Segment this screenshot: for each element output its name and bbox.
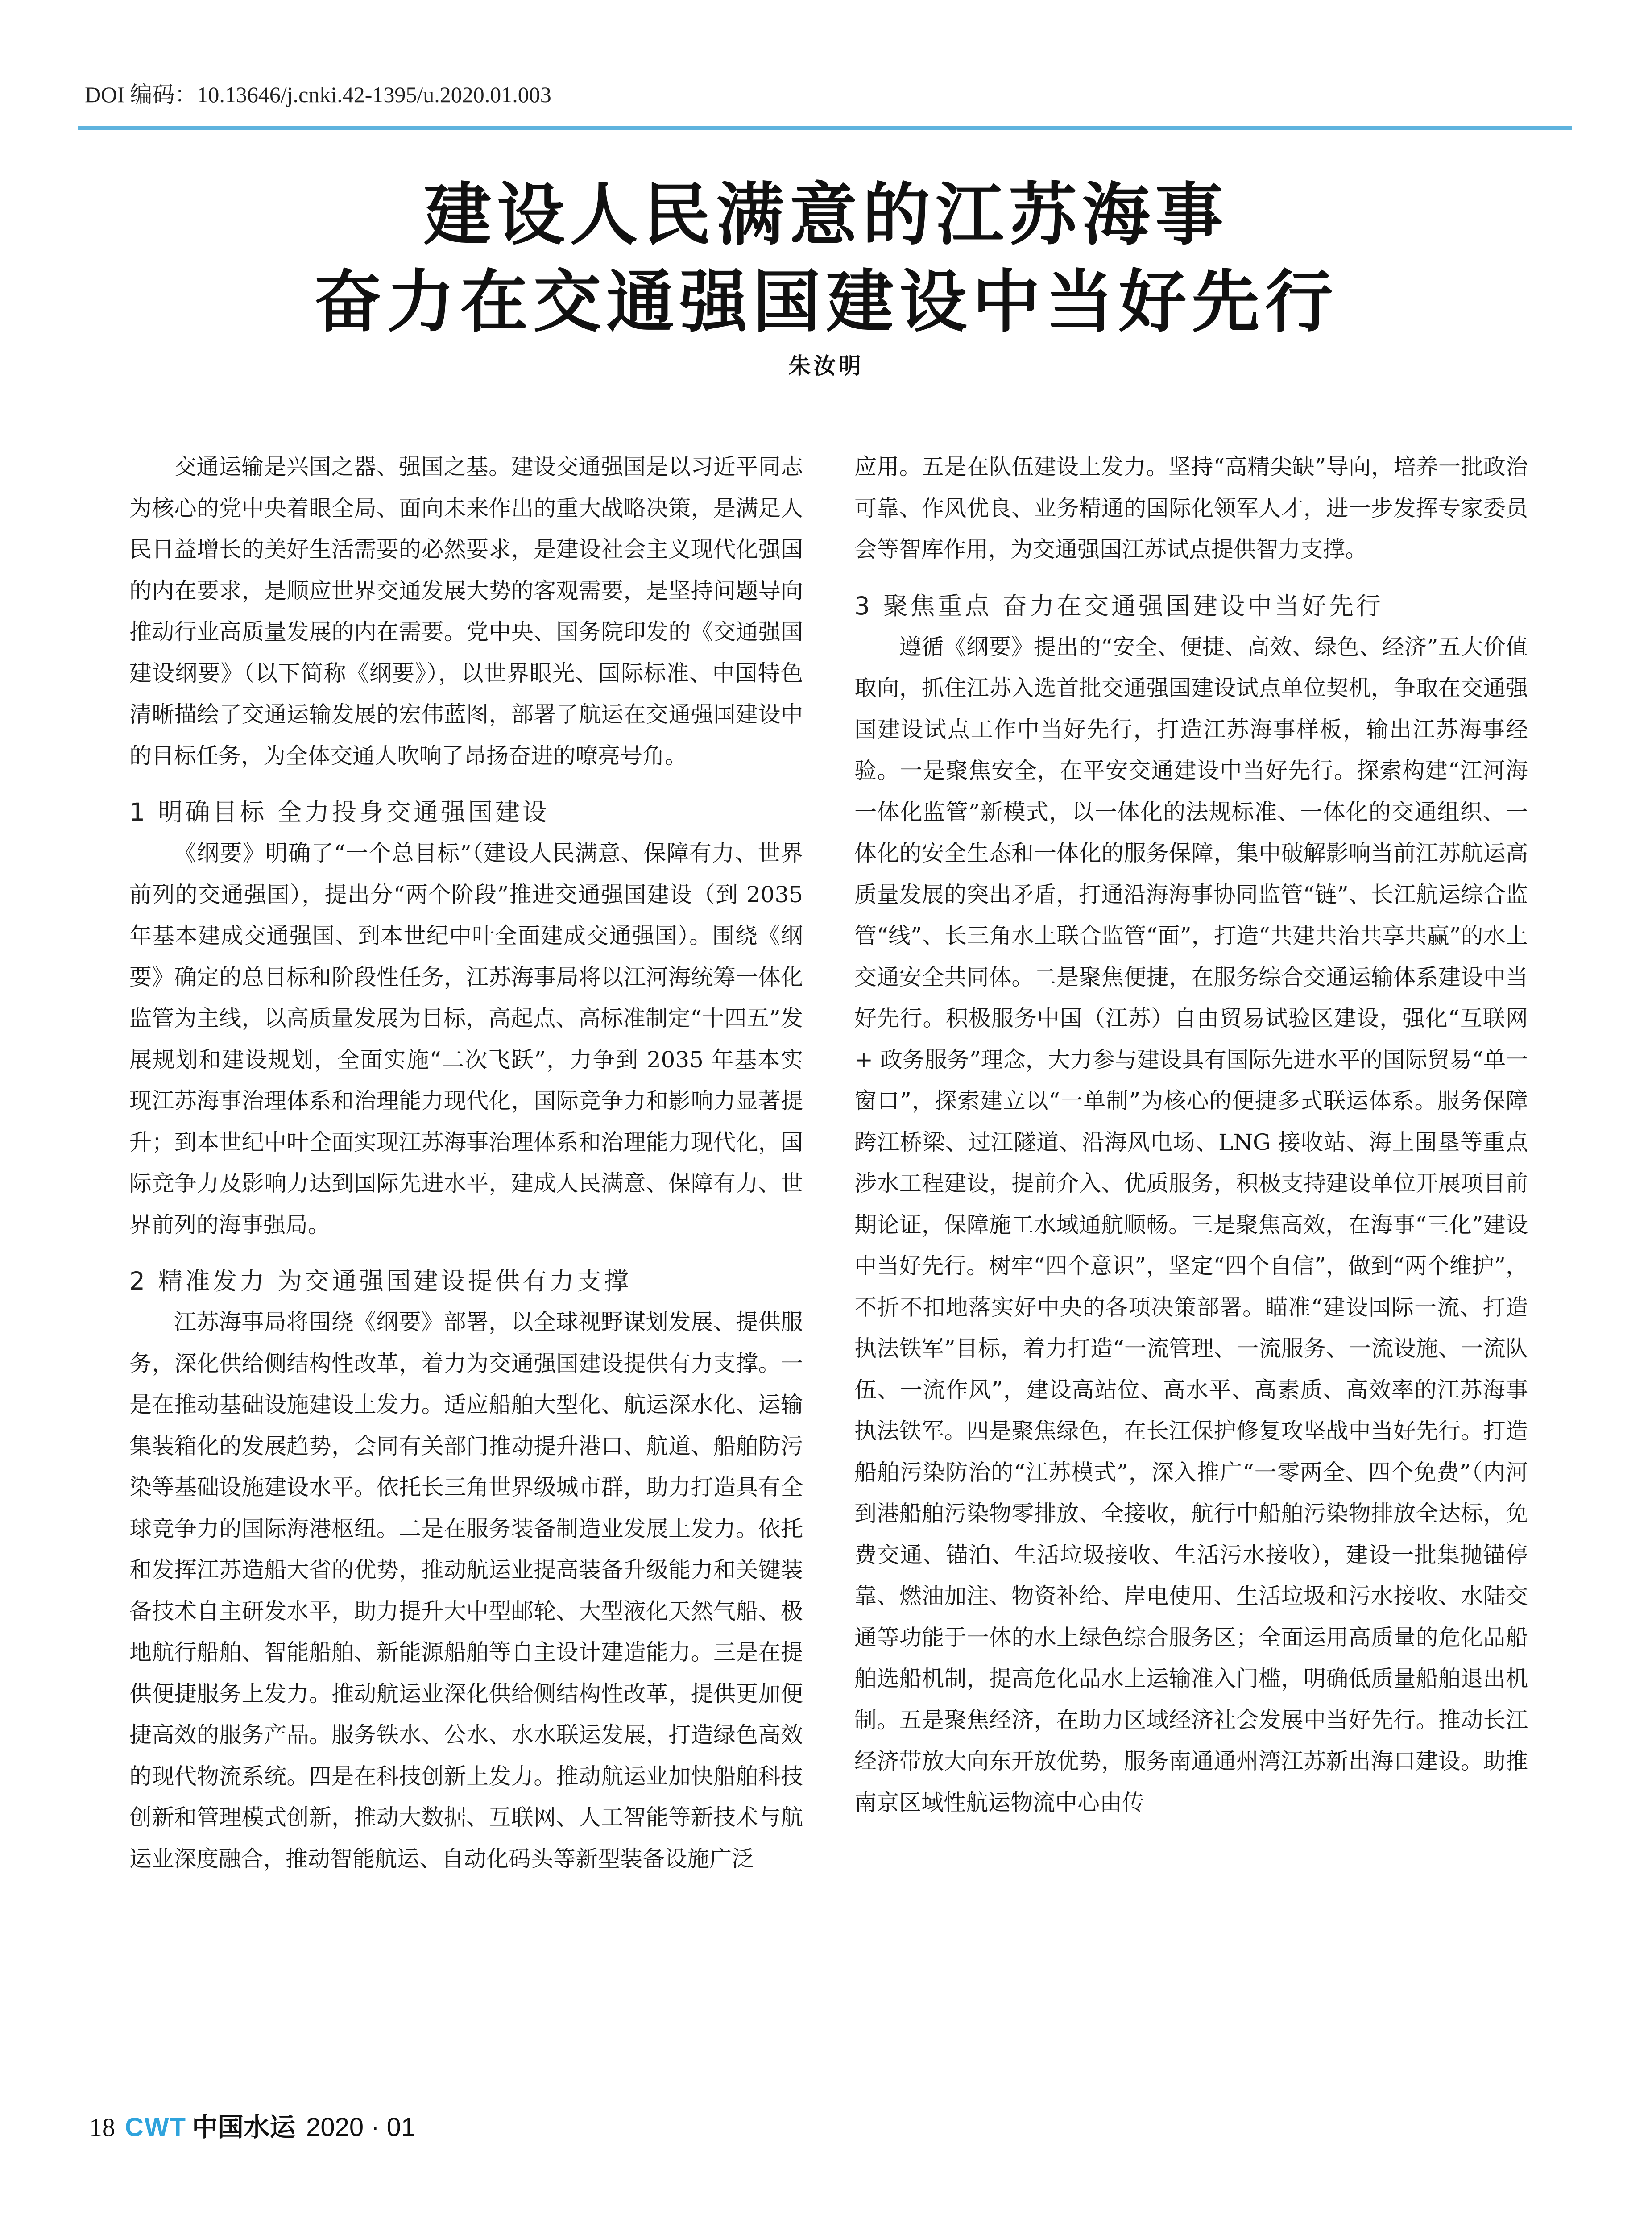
page-footer — [89, 2106, 415, 2144]
section1-heading: 1 明确目标 全力投身交通强国建设 — [129, 798, 550, 826]
page-number: 18 — [89, 2113, 115, 2142]
section2-paragraph: 江苏海事局将围绕《纲要》部署，以全球视野谋划发展、提供服务，深化供给侧结构性改革，着力为交通强国建设提供有力支撑。一是在推动基础设施建设上发力。适应船舶大型化、航运深水化、运输集装箱化的发展趋势，会同有关部门推动提升港口、航道、船舶防污染等基础设施建设水平。依托长三角世界级城市群，助力打造具有全球竞争力的国际海港枢纽。二是在服务装备制造业发展上发力。依托和发挥江苏造船大省的优势，推动航运业提高装备升级能力和关键装备技术自主研发水平，助力提升大中型邮轮、大型液化天然气船、极地航行船舶、智能船舶、新能源船舶等自主设计建造能力。三是在提供便捷服务上发力。推动航运业深化供给侧结构性改革，提供更加便捷高效的服务产品。服务铁水、公水、水水联运发展，打造绿色高效的现代物流系统。四是在科技创新上发力。推动航运业加快船舶科技创新和管理模式创新，推动大数据、互联网、人工智能等新技术与航运业深度融合，推动智能航运、自动化码头等新型装备设施广泛 — [129, 1309, 803, 1872]
section2-heading: 2 精准发力 为交通强国建设提供有力支撑 — [129, 1267, 631, 1295]
intro-paragraph: 交通运输是兴国之器、强国之基。建设交通强国是以习近平同志为核心的党中央着眼全局、面向未来作出的重大战略决策，是满足人民日益增长的美好生活需要的必然要求，是建设社会主义现代化强国的内在要求，是顺应世界交通发展大势的客观需要，是坚持问题导向推动行业高质量发展的内在需要。党中央、国务院印发的《交通强国建设纲要》（以下简称《纲要》），以世界眼光、国际标准、中国特色清晰描绘了交通运输发展的宏伟蓝图，部署了航运在交通强国建设中的目标任务，为全体交通人吹响了昂扬奋进的嘹亮号角。 — [129, 454, 803, 769]
section3-heading: 3 聚焦重点 奋力在交通强国建设中当好先行 — [854, 591, 1383, 620]
section3-paragraph: 遵循《纲要》提出的“安全、便捷、高效、绿色、经济”五大价值取向，抓住江苏入选首批交通强国建设试点单位契机，争取在交通强国建设试点工作中当好先行，打造江苏海事样板，输出江苏海事经验。一是聚焦安全，在平安交通建设中当好先行。探索构建“江河海一体化监管”新模式，以一体化的法规标准、一体化的交通组织、一体化的安全生态和一体化的服务保障，集中破解影响当前江苏航运高质量发展的突出矛盾，打通沿海海事协同监管“链”、长江航运综合监管“线”、长三角水上联合监管“面”，打造“共建共治共享共赢”的水上交通安全共同体。二是聚焦便捷，在服务综合交通运输体系建设中当好先行。积极服务中国（江苏）自由贸易试验区建设，强化“互联网 + 政务服务”理念，大力参与建设具有国际先进水平的国际贸易“单一窗口”，探索建立以“一单制”为核心的便捷多式联运体系。服务保障跨江桥梁、过江隧道、沿海风电场、LNG 接收站、海上围垦等重点涉水工程建设，提前介入、优质服务，积极支持建设单位开展项目前期论证，保障施工水域通航顺畅。三是聚焦高效，在海事“三化”建设中当好先行。树牢“四个意识”，坚定“四个自信”，做到“两个维护”，不折不扣地落实好中央的各项决策部署。瞄准“建设国际一流、打造执法铁军”目标，着力打造“一流管理、一流服务、一流设施、一流队伍、一流作风”，建设高站位、高水平、高素质、高效率的江苏海事执法铁军。四是聚焦绿色，在长江保护修复攻坚战中当好先行。打造船舶污染防治的“江苏模式”，深入推广“一零两全、四个免费”（内河到港船舶污染物零排放、全接收，航行中船舶污染物排放全达标，免费交通、锚泊、生活垃圾接收、生活污水接收），建设一批集抛锚停靠、燃油加注、物资补给、岸电使用、生活垃圾和污水接收、水陆交通等功能于一体的水上绿色综合服务区；全面运用高质量的危化品船舶选船机制，提高危化品水上运输准入门槛，明确低质量船舶退出机制。五是聚焦经济，在助力区域经济社会发展中当好先行。推动长江经济带放大向东开放优势，服务南通通州湾江苏新出海口建设。助推南京区域性航运物流中心由传 — [854, 634, 1528, 1816]
section1-paragraph: 《纲要》明确了“一个总目标”（建设人民满意、保障有力、世界前列的交通强国），提出分“两个阶段”推进交通强国建设（到 2035 年基本建成交通强国、到本世纪中叶全面建成交通强国）。围绕《纲要》确定的总目标和阶段性任务，江苏海事局将以江河海统筹一体化监管为主线，以高质量发展为目标，高起点、高标准制定“十四五”发展规划和建设规划，全面实施“二次飞跃”，力争到 2035 年基本实现江苏海事治理体系和治理能力现代化，国际竞争力和影响力显著提升；到本世纪中叶全面实现江苏海事治理体系和治理能力现代化，国际竞争力及影响力达到国际先进水平，建成人民满意、保障有力、世界前列的海事强局。 — [129, 840, 803, 1238]
left-column — [129, 446, 803, 1879]
article-title-line1: 建设人民满意的江苏海事 — [423, 174, 1229, 254]
issue-number: 2020 · 01 — [306, 2113, 416, 2142]
brand-logo: CWT — [125, 2113, 187, 2142]
article-author: 朱汝明 — [788, 353, 864, 379]
section2-continuation: 应用。五是在队伍建设上发力。坚持“高精尖缺”导向，培养一批政治可靠、作风优良、业务精通的国际化领军人才，进一步发挥专家委员会等智库作用，为交通强国江苏试点提供智力支撑。 — [854, 454, 1528, 562]
right-column — [854, 446, 1528, 1823]
magazine-name: 中国水运 — [192, 2112, 296, 2142]
article-title-line2: 奋力在交通强国建设中当好先行 — [314, 261, 1338, 341]
header-rule — [78, 126, 1572, 130]
doi-code: DOI 编码：10.13646/j.cnki.42-1395/u.2020.01.003 — [85, 82, 551, 107]
